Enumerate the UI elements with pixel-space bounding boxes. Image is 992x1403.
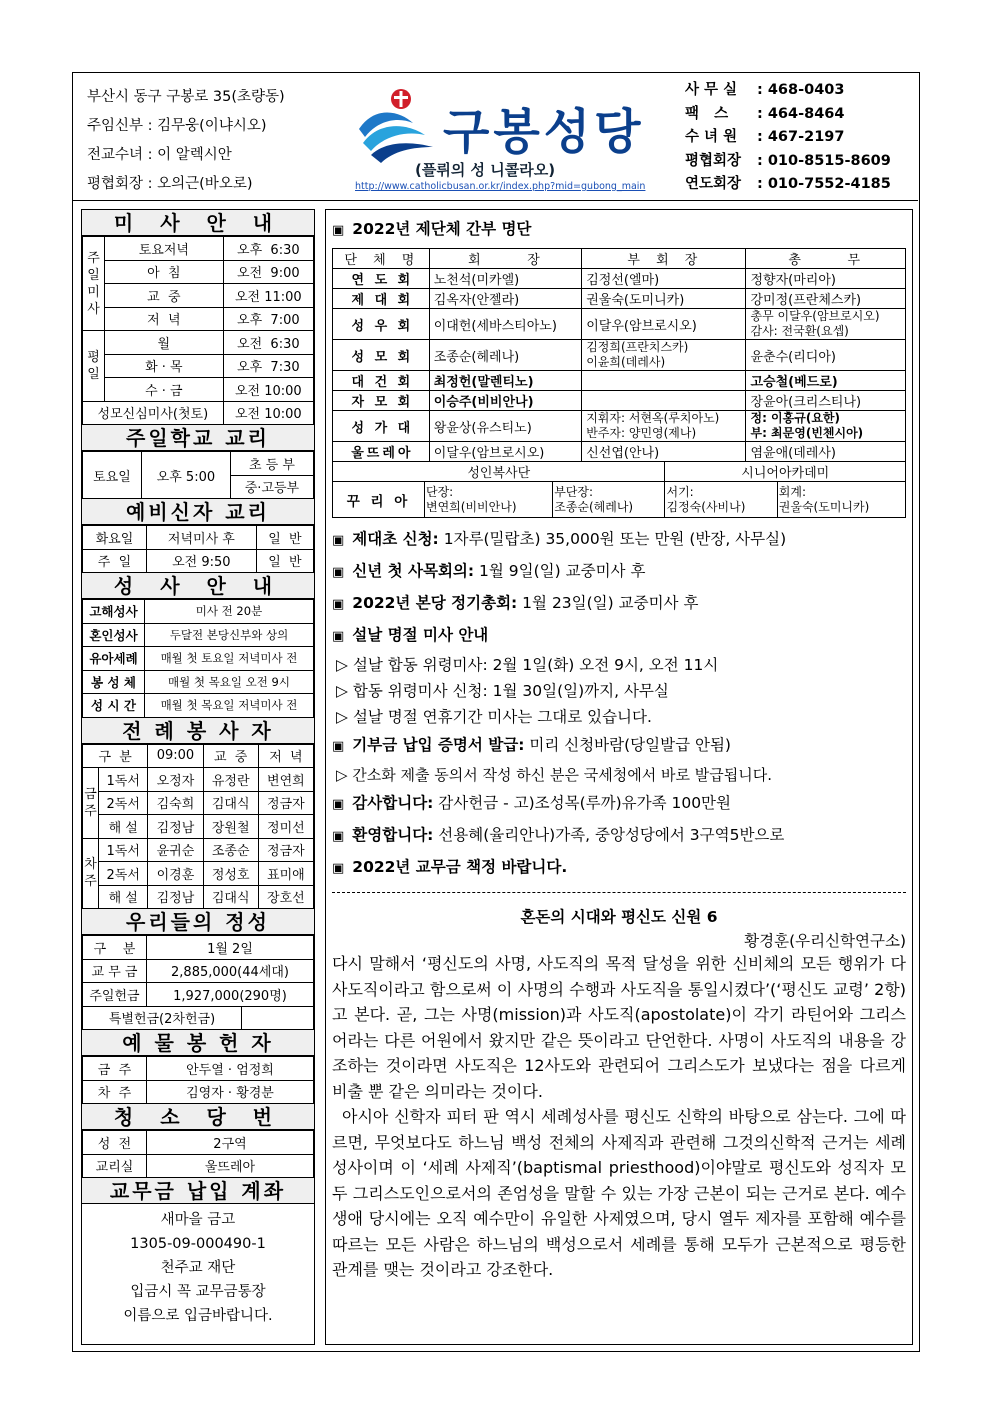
lunar-holiday-mass: ▷ 설날 명절 연휴기간 미사는 그대로 있습니다. [336, 708, 652, 726]
notice-welcome: ▣ 환영합니다: 선용혜(율리안나)가족, 중앙성당에서 3구역5반으로 [332, 826, 785, 844]
catechumen-table: 화요일 저녁미사 후 일 반 주 일 오전 9:50 일 반 [82, 525, 314, 573]
notice-altar-candle: ▣ 제대초 신청: 1자루(밀랍초) 35,000원 또는 만원 (반장, 사무실) [332, 530, 787, 548]
parish-subtitle: (플뤼의 성 니콜라오) [415, 161, 556, 179]
sunday-school-table: 토요일 오후 5:00 초 등 부 중·고등부 [82, 451, 314, 499]
account-heading: 교무금 납입 계좌 [82, 1178, 314, 1204]
cleaning-table: 성 전 2구역 교리실 울뜨레아 [82, 1130, 314, 1178]
contact-convent: 수 녀 원 : 467-2197 [685, 129, 845, 145]
notice-lunar-new-year: ▣ 설날 명절 미사 안내 [332, 626, 489, 644]
contact-office: 사 무 실 : 468-0403 [685, 82, 845, 98]
lunar-mass-application: ▷ 합동 위령미사 신청: 1월 30일(일)까지, 사무실 [336, 682, 669, 700]
article-body [332, 951, 906, 1283]
cuaria-table: 성인복사단 시니어아카데미 꾸 리 아 단장: 변연희(비비안나) 부단장: 조종순(헤레나) 서기: 김정숙(사비나) 회계: 권울숙(도미니카) [332, 461, 906, 518]
notice-pastoral-meeting: ▣ 신년 첫 사목회의: 1월 9일(일) 교중미사 후 [332, 562, 646, 580]
right-column [325, 209, 913, 1345]
article-author: 황경훈(우리신학연구소) [744, 932, 906, 950]
article-paragraph: 다시 말해서 ‘평신도의 사명, 사도직의 목적 달성을 위한 신비체의 모든 행위가 다 사도직이라고 함으로써 이 사명의 수행과 사도직을 통일시켰다’(‘평신도 교령’ 2항)고 본다. 곧, 그는 사명(mission)과 사도직(apostolate)이 각기 라틴어와 그리스어라는 다른 어원에서 왔지만 같은 뜻이라고 단언한다. 사명이 사도직의 내용을 강조하는 것이라면 사도직은 12사도와 관련되어 그리스도가 보냈다는 점을 다르게 비출 뿐 같은 의미라는 것이다. [332, 954, 906, 1101]
gift-heading: 예 물 봉 헌 자 [82, 1030, 314, 1056]
lunar-memorial-mass: ▷ 설날 합동 위령미사: 2월 1일(화) 오전 9시, 오전 11시 [336, 656, 719, 674]
parish-title: 구봉성당 [443, 104, 645, 160]
servers-table: 구 분 09:00 교 중 저 녁 금주 1독서 오정자 유정란 변연희 2독서 김숙희 김대식 정금자 해 설 김정남 장원철 정미선 차주 1독서 윤귀순 조종순 정금자 2독서 이경훈 정성호 표미애 해 설 김정남 김대식 장호선 [82, 744, 314, 910]
nun: 전교수녀 : 이 알렉시안 [87, 147, 232, 163]
catechumen-heading: 예비신자 교리 [82, 499, 314, 525]
parish-logo [355, 85, 675, 197]
officers-table: 단 체 명 회 장 부 회 장 총 무 연 도 회 노천석(미카엘) 김정선(엘마) 정향자(마리아) 제 대 회 김옥자(안젤라) 권울숙(도미니카) 강미정(프란체스카) 성 우 회 이대헌(세바스티아노) 이달우(암브로시오) 총무 이달우(암브로시오) 감사: 전국환(요셉) 성 모 회 조종순(헤레나) 김정희(프란치스카) 이윤희(데레사) 윤춘수(리디아) 대 건 회 최정헌(말렌티노) 고승철(베드로) 자 모 회 이승주(비비안나) 장윤아(크리스티나) 성 가 대 왕윤상(유스티노) 지휘자: 서현옥(루치아노) 반주자: 양민영(제나) 정: 이홍규(요한) 부: 최문영(빈첸시아) 울뜨레아 이달우(암브로시오) 신선엽(안나) 염윤애(데레사) [332, 248, 906, 462]
article-title: 혼돈의 시대와 평신도 신원 6 [520, 908, 718, 926]
offering-heading: 우리들의 정성 [82, 909, 314, 935]
pastor: 주임신부 : 김무웅(이냐시오) [87, 118, 267, 134]
notice-general-assembly: ▣ 2022년 본당 정기총회: 1월 23일(일) 교중미사 후 [332, 594, 699, 612]
divider [332, 892, 906, 893]
parish-url-link[interactable]: http://www.catholicbusan.or.kr/index.php?mid=gubong_main [355, 181, 646, 192]
gift-table: 금 주 안두열 · 엄정희 차 주 김영자 · 황경분 [82, 1056, 314, 1104]
council-head: 평협회장 : 오의근(바오로) [87, 176, 253, 192]
officers-heading: ▣ 2022년 제단체 간부 명단 [332, 220, 532, 238]
contact-council: 평협회장 : 010-8515-8609 [685, 152, 891, 169]
mass-heading: 미 사 안 내 [82, 210, 314, 236]
cleaning-heading: 청 소 당 번 [82, 1104, 314, 1130]
header [73, 73, 918, 201]
mass-table: 주일미사 토요저녁 오후 6:30 아 침 오전 9:00 교 중 오전 11:00 저 녁 오후 7:00 평일 월 오전 6:30 화 · 목 오후 7:30 수 · 금 오전 10:00 성모신심미사(첫토) 오전 10:00 [82, 236, 314, 425]
account-info: 새마을 금고 1305-09-000490-1 천주교 재단 입금시 꼭 교무금통장 이름으로 입금바랍니다. [123, 1212, 273, 1324]
contacts [685, 79, 891, 197]
wave-cross-icon [355, 85, 445, 165]
contact-yeondo: 연도회장 : 010-7552-4185 [685, 176, 891, 192]
article-paragraph: 아시아 신학자 피터 판 역시 세례성사를 평신도 신학의 바탕으로 삼는다. 그에 따르면, 무엇보다도 하느님 백성 전체의 사제직과 관련해 그것의신학적 근거는 세례성사이며 이 ‘세례 사제직’(baptismal priesthood)이야말로 평신도와 성직자 모두 그리스도인으로서의 존엄성을 말할 수 있는 가장 근본이 되는 근거로 본다. 예수 생애 당시에는 오직 예수만이 유일한 사제였으며, 당시 열두 제자를 포함해 예수를 따르는 모든 사람은 하느님의 백성으로서 세례를 통해 모두가 근본적으로 평등한 관계를 맺는 것이라고 강조한다. [332, 1107, 906, 1279]
offering-table: 구 분 1월 2일 교 무 금 2,885,000(44세대) 주일헌금 1,927,000(290명) 특별헌금(2차헌금) [82, 935, 314, 1030]
contact-fax: 팩 스 : 464-8464 [685, 105, 845, 122]
weekday-mass-label: 평일 [83, 331, 105, 402]
donation-sub: ▷ 간소화 제출 동의서 작성 하신 분은 국세청에서 바로 발급됩니다. [336, 766, 772, 784]
notice-tithe: ▣ 2022년 교무금 책정 바랍니다. [332, 858, 568, 876]
servers-heading: 전 례 봉 사 자 [82, 718, 314, 744]
sunday-school-heading: 주일학교 교리 [82, 425, 314, 451]
notice-donation-receipt: ▣ 기부금 납입 증명서 발급: 미리 신청바람(당일발급 안됨) [332, 736, 731, 754]
sacrament-heading: 성 사 안 내 [82, 573, 314, 599]
notice-thanks: ▣ 감사합니다: 감사헌금 - 고)조성목(루까)유가족 100만원 [332, 794, 731, 812]
bulletin-page [72, 72, 920, 1352]
left-column [81, 209, 315, 1345]
sacrament-table: 고해성사 미사 전 20분 혼인성사 두달전 본당신부와 상의 유아세례 매월 첫 토요일 저녁미사 전 봉 성 체 매월 첫 목요일 오전 9시 성 시 간 매월 첫 목요일 저녁미사 전 [82, 599, 314, 718]
address: 부산시 동구 구봉로 35(초량동) [87, 89, 285, 105]
parish-info [87, 83, 285, 199]
sunday-mass-label: 주일미사 [83, 237, 105, 331]
